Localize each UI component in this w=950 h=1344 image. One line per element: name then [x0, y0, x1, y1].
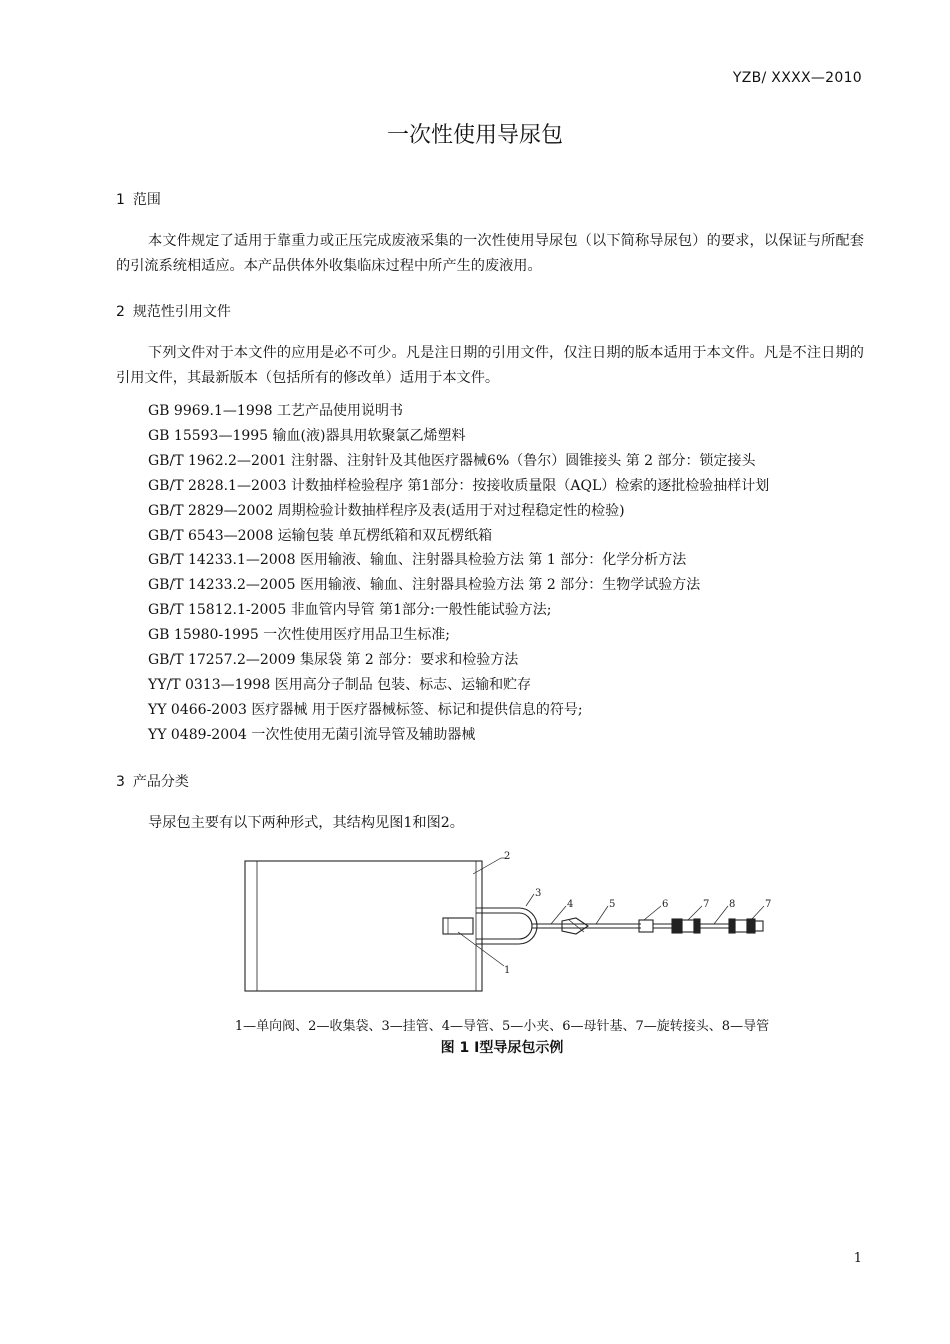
female-luer-drawing — [639, 920, 672, 932]
figure-1-drawing — [236, 846, 776, 996]
reference-item: GB/T 14233.2—2005 医用输液、输血、注射器具检验方法 第 2 部分：生物学试验方法 — [148, 577, 701, 594]
reference-item: GB/T 15812.1-2005 非血管内导管 第1部分:一般性能试验方法; — [148, 602, 552, 619]
callout-2: 2 — [504, 851, 511, 862]
collection-bag-drawing — [245, 861, 482, 991]
reference-item: GB/T 17257.2—2009 集尿袋 第 2 部分：要求和检验方法 — [148, 652, 519, 669]
hanging-tube-drawing — [476, 908, 537, 944]
rotating-connector-drawing — [672, 919, 763, 933]
callout-3: 3 — [535, 888, 542, 899]
catheter-line-drawing — [532, 918, 641, 934]
reference-item: GB/T 6543—2008 运输包装 单瓦楞纸箱和双瓦楞纸箱 — [148, 527, 493, 544]
section-3-title: 产品分类 — [132, 774, 189, 790]
page-number: 1 — [853, 1251, 862, 1266]
reference-item: GB/T 2828.1—2003 计数抽样检验程序 第1部分：按接收质量限（AQL）检索的逐批检验抽样计划 — [148, 477, 770, 494]
callout-5: 5 — [609, 899, 616, 910]
section-3-number: 3 — [116, 774, 125, 790]
callout-4: 4 — [567, 899, 574, 910]
section-1-heading — [116, 189, 161, 209]
one-way-valve-drawing — [443, 918, 473, 934]
section-1-paragraph: 本文件规定了适用于靠重力或正压完成废液采集的一次性使用导尿包（以下简称导尿包）的要求，以保证与所配套的引流系统相适应。本产品供体外收集临床过程中所产生的废液用。 — [116, 233, 864, 274]
callout-1: 1 — [504, 965, 511, 976]
section-3-heading — [116, 771, 189, 791]
reference-item: GB/T 1962.2—2001 注射器、注射针及其他医疗器械6%（鲁尔）圆锥接头 第 2 部分：锁定接头 — [148, 452, 756, 469]
section-1-title: 范围 — [132, 192, 161, 208]
callout-6: 6 — [662, 899, 669, 910]
section-1-number: 1 — [116, 192, 125, 208]
section-2-number: 2 — [116, 304, 125, 320]
section-2-paragraph: 下列文件对于本文件的应用是必不可少。凡是注日期的引用文件，仅注日期的版本适用于本文件。凡是不注日期的引用文件，其最新版本（包括所有的修改单）适用于本文件。 — [116, 345, 864, 386]
reference-item: GB 15593—1995 输血(液)器具用软聚氯乙烯塑料 — [148, 427, 466, 444]
reference-item: GB/T 14233.1—2008 医用输液、输血、注射器具检验方法 第 1 部分：化学分析方法 — [148, 552, 687, 569]
figure-1-legend: 1—单向阀、2—收集袋、3—挂管、4—导管、5—小夹、6—母针基、7—旋转接头、8—导管 — [234, 1019, 770, 1034]
figure-1-caption: 图 1 Ⅰ型导尿包示例 — [440, 1040, 564, 1056]
callout-7b: 7 — [765, 899, 772, 910]
section-2-heading — [116, 301, 231, 321]
reference-list — [148, 399, 769, 748]
callout-leaders — [458, 858, 764, 966]
callout-8: 8 — [729, 899, 736, 910]
reference-item: GB/T 2829—2002 周期检验计数抽样程序及表(适用于对过程稳定性的检验) — [148, 502, 625, 519]
reference-item: YY/T 0313—1998 医用高分子制品 包装、标志、运输和贮存 — [148, 676, 532, 693]
document-title: 一次性使用导尿包 — [386, 123, 563, 148]
callout-numbers — [504, 851, 771, 976]
section-2-title: 规范性引用文件 — [132, 304, 231, 320]
reference-item: GB 9969.1—1998 工艺产品使用说明书 — [148, 403, 403, 419]
section-3-paragraph: 导尿包主要有以下两种形式，其结构见图1和图2。 — [148, 815, 464, 831]
reference-item: YY 0489-2004 一次性使用无菌引流导管及辅助器械 — [148, 726, 476, 743]
document-code: YZB/ XXXX—2010 — [732, 70, 862, 86]
callout-7: 7 — [703, 899, 710, 910]
reference-item: GB 15980-1995 一次性使用医疗用品卫生标准; — [148, 627, 450, 644]
reference-item: YY 0466-2003 医疗器械 用于医疗器械标签、标记和提供信息的符号; — [148, 701, 583, 718]
